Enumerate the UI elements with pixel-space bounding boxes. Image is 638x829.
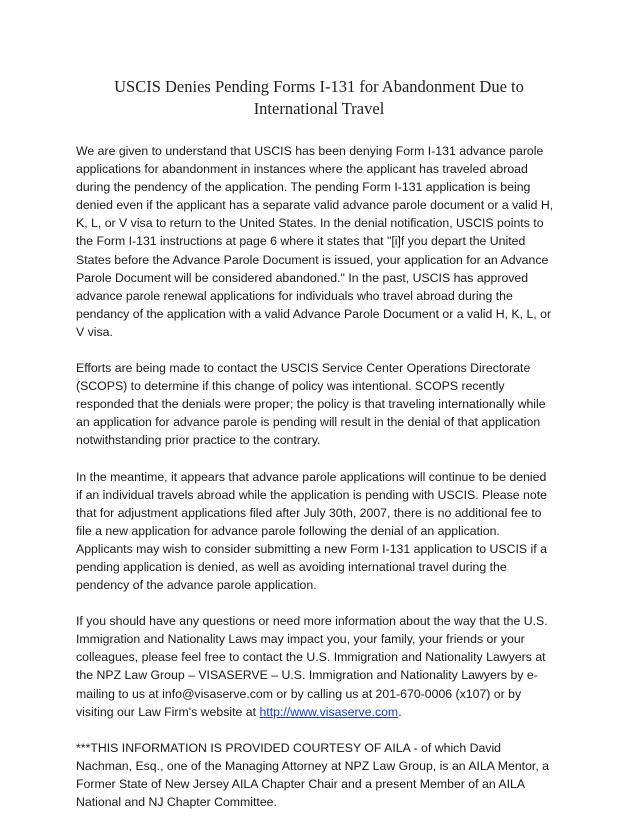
title-line-2: International Travel: [253, 99, 385, 118]
paragraph-line: (SCOPS) to determine if this change of policy was intentional. SCOPS recently: [76, 379, 505, 394]
paragraph-line: file a new application for advance parole following the denial of an application.: [76, 523, 500, 538]
paragraph-3: [76, 468, 576, 595]
paragraph-line: Efforts are being made to contact the USCIS Service Center Operations Directorate: [76, 361, 531, 376]
paragraph-line: applications for abandonment in instances where the applicant has traveled abroad: [76, 162, 528, 177]
paragraph-line: an application for advance parole is pending will result in the denial of that application: [76, 415, 541, 430]
paragraph-line: during the pendency of the application. The pending Form I-131 application is being: [76, 180, 531, 195]
paragraph-1: [76, 142, 576, 341]
paragraph-line: States before the Advance Parole Document is issued, your application for an Advance: [76, 252, 549, 267]
paragraph-line: if an individual travels abroad while the application is pending with USCIS. Please note: [76, 487, 547, 502]
paragraph-line: advance parole renewal applications for individuals who travel abroad during the: [76, 288, 513, 303]
document-title: [60, 76, 578, 120]
paragraph-line: the Form I-131 instructions at page 6 where it states that "[i]f you depart the United: [76, 234, 526, 249]
paragraph-line: notwithstanding prior practice to the contrary.: [76, 433, 321, 448]
paragraph-line: Applicants may wish to consider submitting a new Form I-131 application to USCIS if a: [76, 541, 547, 556]
paragraph-line: Immigration and Nationality Laws may impact you, your family, your friends or your: [76, 632, 525, 647]
website-link[interactable]: http://www.visaserve.com: [259, 704, 399, 719]
document-body: [76, 142, 576, 829]
paragraph-line: the NPZ Law Group – VISASERVE – U.S. Immigration and Nationality Lawyers by e-: [76, 668, 538, 683]
paragraph-line: If you should have any questions or need more information about the way that the U.S.: [76, 614, 548, 629]
paragraph-line: ***THIS INFORMATION IS PROVIDED COURTESY OF AILA - of which David: [76, 740, 502, 755]
paragraph-line: mailing to us at info@visaserve.com or by calling us at 201-670-0006 (x107) or by: [76, 686, 522, 701]
paragraph-line: colleagues, please feel free to contact the U.S. Immigration and Nationality Lawyers at: [76, 650, 546, 665]
paragraph-4: [76, 612, 576, 721]
website-suffix-text: .: [398, 704, 402, 719]
paragraph-line: National and NJ Chapter Committee.: [76, 795, 277, 809]
website-prefix-text: visiting our Law Firm's website at: [76, 704, 260, 719]
paragraph-last-line: [76, 703, 576, 721]
paragraph-line: Former State of New Jersey AILA Chapter Chair and a present Member of an AILA: [76, 776, 526, 791]
paragraph-line: responded that the denials were proper; the policy is that traveling internationally while: [76, 397, 546, 412]
paragraph-line: We are given to understand that USCIS has been denying Form I-131 advance parole: [76, 144, 544, 158]
paragraph-line: V visa.: [76, 324, 113, 339]
paragraph-line: In the meantime, it appears that advance parole applications will continue to be denied: [76, 469, 547, 484]
paragraph-line: pending application is denied, as well as avoiding international travel during the: [76, 559, 507, 574]
paragraph-line: K, L, or V visa to return to the United States. In the denial notification, USCIS points to: [76, 216, 544, 231]
paragraph-5: [76, 739, 576, 811]
paragraph-line: Nachman, Esq., one of the Managing Attorney at NPZ Law Group, is an AILA Mentor, a: [76, 758, 550, 773]
paragraph-line: pendancy of the application with a valid Advance Parole Document or a valid H, K, L, or: [76, 306, 552, 321]
paragraph-line: that for adjustment applications filed after July 30th, 2007, there is no additional fee to: [76, 505, 542, 520]
paragraph-line: Parole Document will be considered abandoned." In the past, USCIS has approved: [76, 270, 529, 285]
paragraph-2: [76, 359, 576, 449]
paragraph-line: denied even if the applicant has a separate valid advance parole document or a valid H,: [76, 198, 554, 213]
title-line-1: USCIS Denies Pending Forms I-131 for Abandonment Due to: [114, 77, 524, 96]
paragraph-line: pendency of the advance parole application.: [76, 578, 317, 593]
